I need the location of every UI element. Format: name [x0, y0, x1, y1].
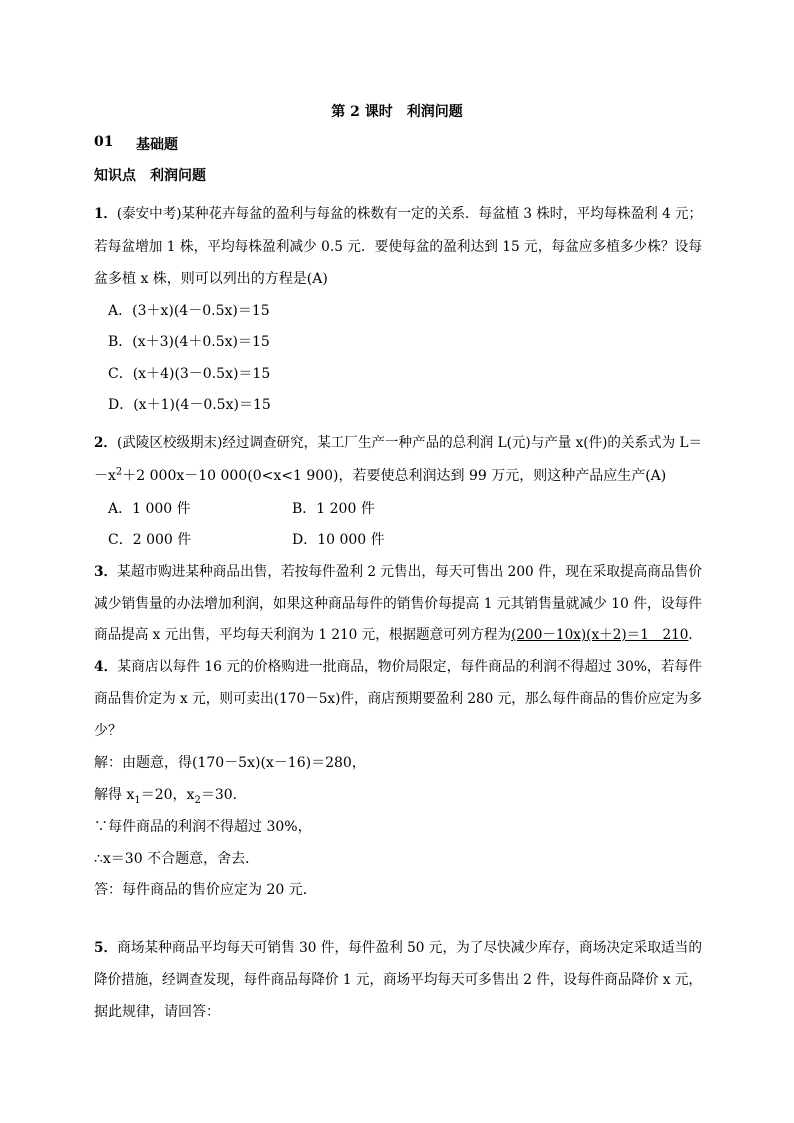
question-2-option-a: A．1 000 件 — [108, 501, 191, 517]
question-1-option-a: A．(3＋x)(4－0.5x)＝15 — [108, 303, 270, 319]
question-text: 某商店以每件 16 元的价格购进一批商品，物价局限定，每件商品的利润不得超过 30%，若每件 — [117, 659, 703, 675]
solution-text: ＝30. — [200, 787, 238, 803]
subscript: 2 — [194, 794, 201, 806]
question-number: 2． — [94, 435, 117, 451]
section-name: 基础题 — [136, 137, 178, 153]
question-1-option-d: D．(x＋1)(4－0.5x)＝15 — [108, 397, 271, 413]
question-5-line-1 — [94, 937, 702, 957]
solution-line-2 — [94, 784, 237, 806]
solution-line-3: ∵每件商品的利润不得超过 30%， — [94, 819, 312, 835]
question-2-line-1 — [94, 432, 702, 452]
question-3-line-1 — [94, 561, 702, 581]
question-text: 商品提高 x 元出售，平均每天利润为 1 210 元，根据题意可列方程为 — [94, 627, 512, 643]
question-3-line-3 — [94, 624, 702, 644]
question-1-option-c: C．(x＋4)(3－0.5x)＝15 — [108, 366, 271, 382]
question-1-option-b: B．(x＋3)(4＋0.5x)＝15 — [108, 334, 270, 350]
question-2-option-c: C．2 000 件 — [108, 532, 192, 548]
question-number: 1． — [94, 206, 117, 222]
question-text: 商场某种商品平均每天可销售 30 件，每件盈利 50 元，为了尽快减少库存，商场决定采取适当的 — [117, 940, 702, 956]
knowledge-point-heading: 知识点 利润问题 — [94, 168, 206, 184]
solution-text: ＝20，x — [140, 787, 195, 803]
solution-line-1: 解：由题意，得(170－5x)(x－16)＝280， — [94, 755, 366, 771]
question-4-line-3: 少？ — [94, 723, 122, 739]
formula-part: －x — [94, 468, 116, 484]
solution-answer: 答：每件商品的售价应定为 20 元． — [94, 882, 317, 898]
question-2-option-d: D．10 000 件 — [292, 532, 385, 548]
question-number: 4． — [94, 659, 118, 675]
section-number: 01 — [94, 134, 114, 150]
question-2-option-b: B．1 200 件 — [292, 501, 375, 517]
solution-text: 解得 x — [94, 787, 135, 803]
question-number: 5． — [94, 940, 118, 956]
answer-blank: (200－10x)(x＋2)＝1 210 — [511, 627, 689, 643]
question-1-line-1 — [94, 203, 702, 223]
solution-line-4: ∴x＝30 不合题意，舍去． — [94, 851, 260, 867]
question-text: (泰安中考)某种花卉每盆的盈利与每盆的株数有一定的关系．每盆植 3 株时，平均每株盈利 4 元； — [116, 206, 702, 222]
question-5-line-3: 据此规律，请回答： — [94, 1004, 220, 1020]
superscript: 2 — [115, 466, 123, 478]
formula-part: ＋2 000x－10 000(0<x<1 900)，若要使总利润达到 99 万元，则这种产品应生产(A) — [122, 468, 667, 484]
question-4-line-1 — [94, 656, 702, 676]
question-text: (武陵区校级期末)经过调查研究，某工厂生产一种产品的总利润 L(元)与产量 x(件)的关系式为 L＝ — [116, 435, 703, 451]
question-text: 某超市购进某种商品出售，若按每件盈利 2 元售出，每天可售出 200 件，现在采取提高商品售价 — [117, 564, 702, 580]
period: ． — [688, 627, 703, 643]
question-2-line-2 — [94, 465, 666, 485]
question-1-line-2: 若每盆增加 1 株，平均每株盈利减少 0.5 元．要使每盆的盈利达到 15 元，每盆应多植多少株？设每 — [94, 239, 703, 255]
question-4-line-2: 商品售价定为 x 元，则可卖出(170－5x)件，商店预期要盈利 280 元，那么每件商品的售价应定为多 — [94, 691, 703, 707]
subscript: 1 — [134, 794, 141, 806]
question-1-line-3: 盆多植 x 株，则可以列出的方程是(A) — [94, 271, 328, 287]
question-5-line-2: 降价措施，经调查发现，每件商品每降价 1 元，商场平均每天可多售出 2 件，设每件商品降价 x 元， — [94, 972, 703, 988]
question-3-line-2: 减少销售量的办法增加利润，如果这种商品每件的销售价每提高 1 元其销售量就减少 10 件，设每件 — [94, 596, 703, 612]
page-title: 第 2 课时 利润问题 — [331, 104, 463, 120]
question-number: 3． — [94, 564, 118, 580]
